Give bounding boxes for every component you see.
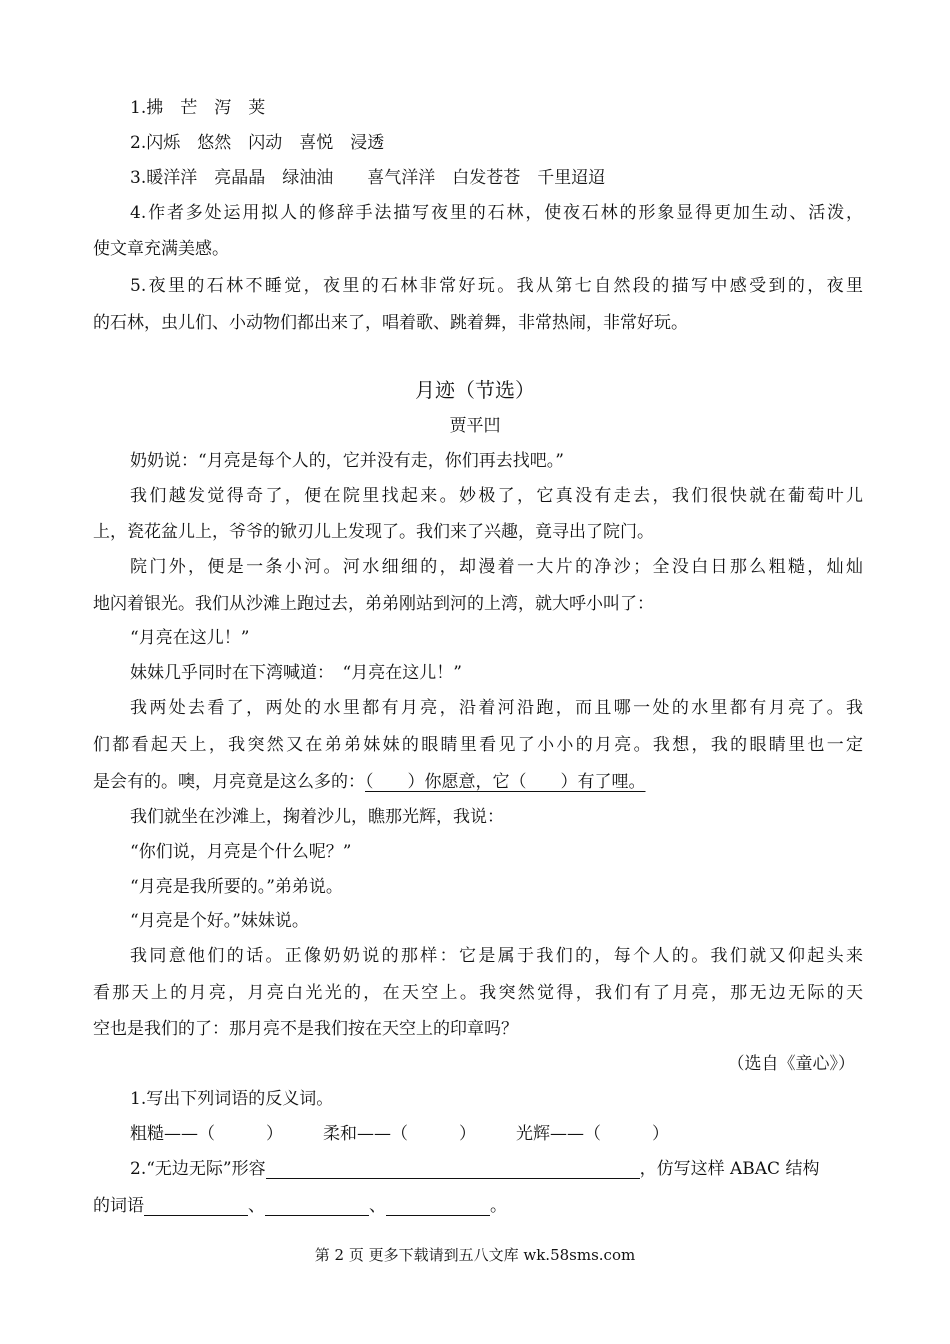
passage-paragraph-9: “月亮是我所要的。”弟弟说。: [130, 877, 343, 897]
passage-paragraph-6-line-3: [93, 772, 863, 792]
passage-paragraph-6-line-2: 们都看起天上，我突然又在弟弟妹妹的眼睛里看见了小小的月亮。我想，我的眼睛里也一定: [93, 735, 863, 755]
passage-paragraph-11-line-2: 看那天上的月亮，月亮白光光的，在天空上。我突然觉得，我们有了月亮，那无边无际的天: [93, 983, 863, 1003]
question-1-answers: [130, 1124, 863, 1144]
answer-3: 3.暖洋洋 亮晶晶 绿油油 喜气洋洋 白发苍苍 千里迢迢: [130, 168, 606, 188]
passage-paragraph-4: “月亮在这儿！”: [130, 628, 250, 648]
antonym-blank-2[interactable]: 柔和——（ ）: [323, 1124, 476, 1144]
answer-4-line-1: 4.作者多处运用拟人的修辞手法描写夜里的石林，使夜石林的形象显得更加生动、活泼，: [130, 203, 863, 223]
passage-paragraph-2-line-2: 上，瓷花盆儿上，爷爷的锨刃儿上发现了。我们来了兴趣，竟寻出了院门。: [93, 522, 654, 542]
question-2-line-1: [130, 1159, 863, 1179]
question-2-prompt-cont: ，仿写这样 ABAC 结构: [639, 1159, 820, 1179]
question-2-prompt: 2.“无边无际”形容: [130, 1159, 266, 1179]
passage-paragraph-2-line-1: 我们越发觉得奇了，便在院里找起来。妙极了，它真没有走去，我们很快就在葡萄叶儿: [130, 486, 863, 506]
word-blank-3[interactable]: [386, 1197, 490, 1216]
answer-4-line-2: 使文章充满美感。: [93, 239, 229, 259]
passage-source: （选自《童心》）: [727, 1054, 855, 1074]
answer-1: 1.拂 芒 泻 荚: [130, 98, 266, 118]
describe-blank[interactable]: [266, 1160, 640, 1179]
question-1: 1.写出下列词语的反义词。: [130, 1089, 334, 1109]
passage-author: 贾平凹: [449, 416, 501, 436]
antonym-blank-1[interactable]: 粗糙——（ ）: [130, 1124, 283, 1144]
passage-paragraph-3-line-2: 地闪着银光。我们从沙滩上跑过去，弟弟刚站到河的上湾，就大呼小叫了：: [93, 594, 654, 614]
passage-paragraph-1: 奶奶说：“月亮是每个人的，它并没有走，你们再去找吧。”: [130, 451, 564, 471]
question-2-words-label: 的词语: [93, 1196, 144, 1216]
word-blank-1[interactable]: [144, 1197, 248, 1216]
passage-paragraph-5: 妹妹几乎同时在下湾喊道： “月亮在这儿！”: [130, 663, 462, 683]
antonym-blank-3[interactable]: 光辉——（ ）: [516, 1124, 669, 1144]
answer-5-line-2: 的石林，虫儿们、小动物们都出来了，唱着歌、跳着舞，非常热闹，非常好玩。: [93, 313, 688, 333]
passage-paragraph-3-line-1: 院门外，便是一条小河。河水细细的，却漫着一大片的净沙；全没白日那么粗糙，灿灿: [130, 557, 863, 577]
passage-paragraph-11-line-1: 我同意他们的话。正像奶奶说的那样：它是属于我们的，每个人的。我们就又仰起头来: [130, 946, 863, 966]
page-footer: 第 2 页 更多下载请到五八文库 wk.58sms.com: [314, 1246, 636, 1264]
separator-1: 、: [248, 1196, 265, 1216]
passage-paragraph-6-line-1: 我两处去看了，两处的水里都有月亮，沿着河沿跑，而且哪一处的水里都有月亮了。我: [130, 698, 863, 718]
passage-paragraph-7: 我们就坐在沙滩上，掬着沙儿，瞧那光辉，我说：: [130, 807, 504, 827]
passage-paragraph-8: “你们说，月亮是个什么呢？”: [130, 842, 352, 862]
fill-in-blank-sentence[interactable]: （ ）你愿意，它（ ）有了哩。: [365, 772, 646, 792]
passage-paragraph-11-line-3: 空也是我们的了：那月亮不是我们按在天空上的印章吗？: [93, 1019, 518, 1039]
passage-paragraph-10: “月亮是个好。”妹妹说。: [130, 911, 309, 931]
question-2-end: 。: [490, 1196, 507, 1216]
answer-2: 2.闪烁 悠然 闪动 喜悦 浸透: [130, 133, 385, 153]
answer-5-line-1: 5.夜里的石林不睡觉，夜里的石林非常好玩。我从第七自然段的描写中感受到的，夜里: [130, 276, 863, 296]
question-2-line-2: [93, 1196, 863, 1216]
passage-paragraph-6-text: 是会有的。噢，月亮竟是这么多的：: [93, 772, 365, 792]
separator-2: 、: [369, 1196, 386, 1216]
word-blank-2[interactable]: [265, 1197, 369, 1216]
passage-title: 月迹（节选）: [415, 378, 535, 402]
